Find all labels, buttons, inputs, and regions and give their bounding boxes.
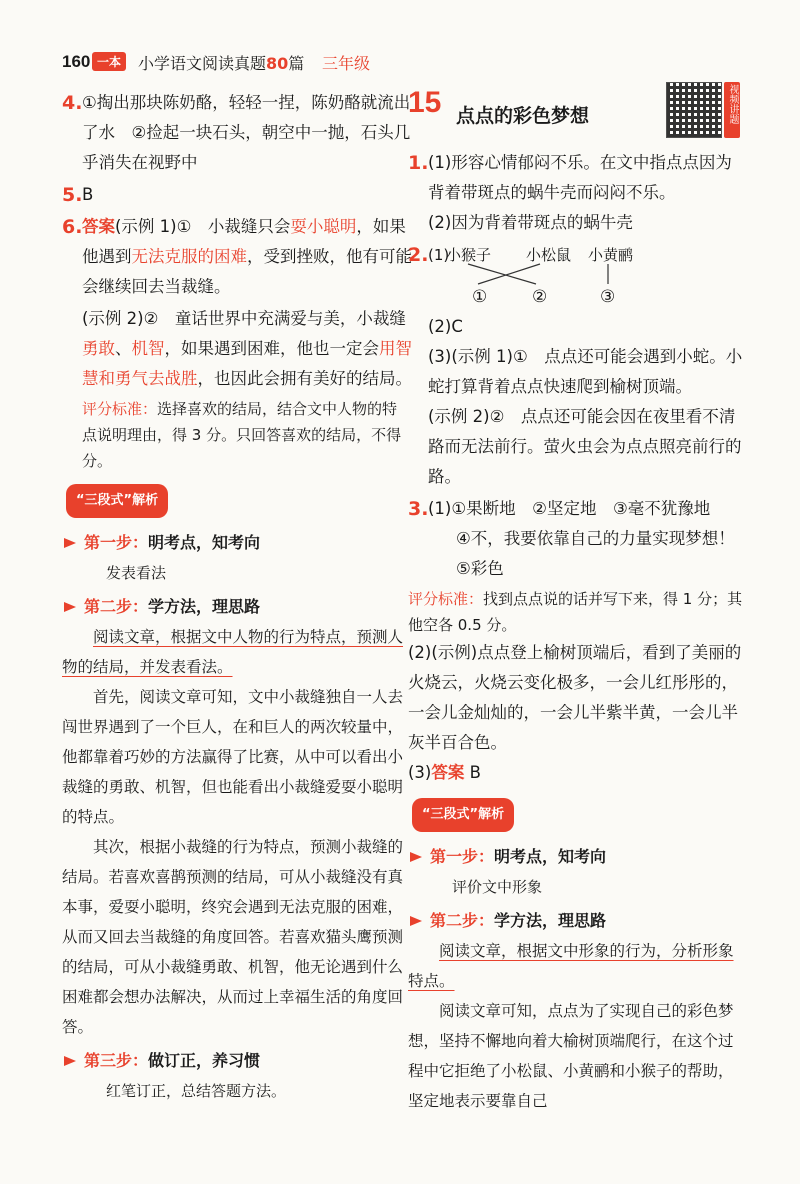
scoring-criteria: 评分标准：选择喜欢的结局，结合文中人物的特点说明理由，得 3 分。只回答喜欢的结局，不得分。 xyxy=(82,400,402,470)
step-1-body: 发表看法 xyxy=(106,564,167,582)
video-explain-label: 视频讲题 xyxy=(724,82,740,138)
step-2-heading: 第二步：学方法，理思路 xyxy=(408,906,748,936)
book-title: 小学语文阅读真题80篇 xyxy=(138,54,305,73)
answer-q4: 4. ①掏出那块陈奶酪，轻轻一捏，陈奶酪就流出了水 ②捡起一块石头，朝空中一抛，石头几乎消失在视野中 xyxy=(62,92,411,172)
answer-q1: 1. (1)形容心情郁闷不乐。在文中指点点因为背着带斑点的蜗牛壳而闷闷不乐。 (2)因为背着带斑点的蜗牛壳 xyxy=(408,152,732,232)
step-1-body: 评价文中形象 xyxy=(452,878,543,896)
step-2-paragraph-2: 其次，根据小裁缝的行为特点，预测小裁缝的结局。若喜欢喜鹊预测的结局，可从小裁缝没有真本事，爱耍小聪明，终究会遇到无法克服的困难，从而又回去当裁缝的角度回答。若喜欢猫头鹰预测的结局，可从小裁缝勇敢、机智，他无论遇到什么困难都会想办法解决，从而过上幸福生活的角度回答。 xyxy=(62,838,404,1036)
matching-diagram: (1) 小猴子 小松鼠 小黄鹂 ① ② ③ xyxy=(428,240,748,312)
lesson-number: 15 xyxy=(408,86,442,119)
right-column xyxy=(408,84,748,1116)
page-number: 160 xyxy=(62,52,91,71)
answer-q5: 5. B xyxy=(62,184,94,206)
label-monkey: 小猴子 xyxy=(446,246,492,264)
analysis-ribbon: “三段式”解析 xyxy=(412,798,514,832)
step-2-paragraph-1: 首先，阅读文章可知，文中小裁缝独自一人去闯世界遇到了一个巨人，在和巨人的两次较量中，他都靠着巧妙的方法赢得了比赛，从中可以看出小裁缝的勇敢、机智，但也能看出小裁缝爱耍小聪明的特点。 xyxy=(62,688,404,826)
step-2-heading: 第二步：学方法，理思路 xyxy=(62,592,412,622)
label-squirrel: 小松鼠 xyxy=(526,246,572,264)
lesson-title: 点点的彩色梦想 xyxy=(456,105,590,127)
left-column xyxy=(62,88,412,1106)
step-2-method: 阅读文章，根据文中人物的行为特点，预测人物的结局，并发表看法。 xyxy=(62,628,404,676)
grade-label: 三年级 xyxy=(322,54,371,73)
answer-label: 答案 xyxy=(82,217,115,236)
analysis-ribbon: “三段式”解析 xyxy=(66,484,168,518)
answer-q6: 6. 答案(示例 1)① 小裁缝只会耍小聪明，如果他遇到无法克服的困难，受到挫败，他有可能会继续回去当裁缝。 (示例 2)② 童话世界中充满爱与美，小裁缝勇敢、机智，如果遇到困难，他也一定会用智慧和勇气去战胜，也因此会拥有美好的结局。 评分标准：选择喜欢的结局，结合文中人物的特点说明理由，得 3 分。只回答喜欢的结局，不得分。 xyxy=(62,212,412,474)
answer-q2: 2. (1) 小猴子 小松鼠 小黄鹂 ① ② ③ (2)C (3)(示例 1)① 点点还可能会遇到小蛇。小蛇打算背着点点快速爬到榆树顶端。 (示例 2)② 点点还可能会因在夜里看不清路而无法前行。萤火虫会为点点照亮前行的路。 xyxy=(408,240,748,492)
step-3-heading: 第三步：做订正，养习惯 xyxy=(62,1046,412,1076)
qr-code[interactable] xyxy=(666,82,722,138)
matching-lines xyxy=(428,240,668,290)
step-3-body: 红笔订正，总结答题方法。 xyxy=(106,1082,287,1100)
step-2-paragraph-1: 阅读文章可知，点点为了实现自己的彩色梦想，坚持不懈地向着大榆树顶端爬行，在这个过程中它拒绝了小松鼠、小黄鹂和小猴子的帮助，坚定地表示要靠自己 xyxy=(408,1002,734,1110)
page-header xyxy=(0,0,800,82)
brand-badge: 一本 xyxy=(92,52,126,71)
circle-1: ① xyxy=(472,287,488,307)
step-1-heading: 第一步：明考点，知考向 xyxy=(62,528,412,558)
circle-2: ② xyxy=(532,287,548,307)
answer-q3: 3. (1)①果断地 ②坚定地 ③毫不犹豫地 ④不，我要依靠自己的力量实现梦想！ ⑤彩色 评分标准：找到点点说的话并写下来，得 1 分；其他空各 0.5 分。 (2)(示例)点点登上榆树顶端后，看到了美丽的火烧云，火烧云变化极多，一会儿红彤彤的，一会儿金灿灿的，一会儿半紫半黄，一会儿半灰半百合色。 (3)答案 B xyxy=(408,494,748,788)
lesson-header xyxy=(408,84,748,148)
step-2-method: 阅读文章，根据文中形象的行为，分析形象特点。 xyxy=(408,942,734,990)
step-1-heading: 第一步：明考点，知考向 xyxy=(408,842,748,872)
circle-3: ③ xyxy=(600,287,616,307)
scoring-criteria: 评分标准：找到点点说的话并写下来，得 1 分；其他空各 0.5 分。 xyxy=(408,590,743,634)
label-oriole: 小黄鹂 xyxy=(588,246,634,264)
